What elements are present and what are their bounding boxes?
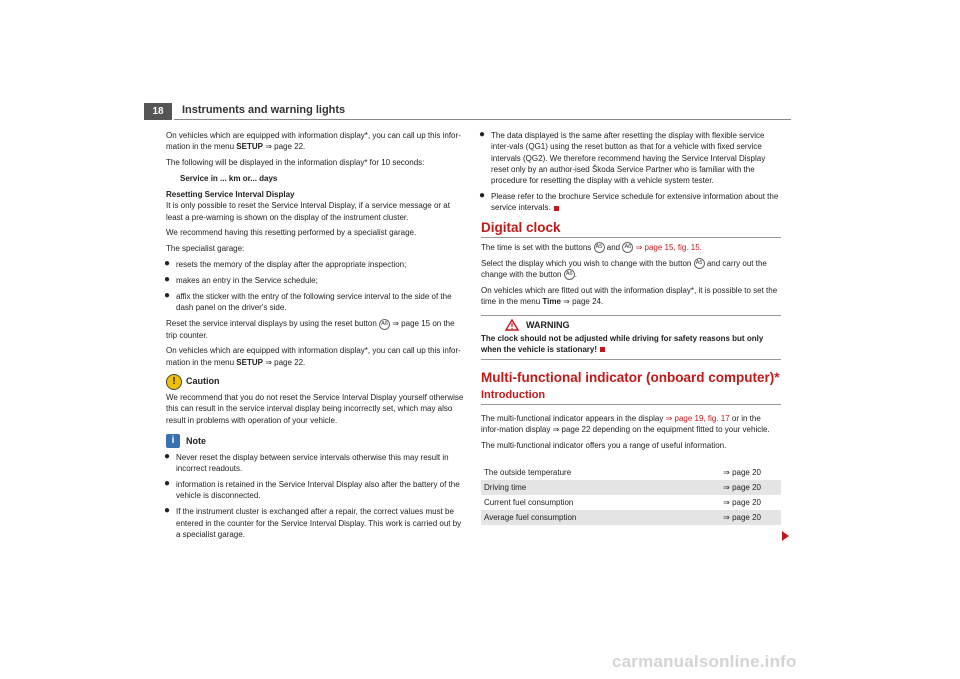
reset-button-badge: A6 [379, 319, 390, 330]
header-title: Instruments and warning lights [182, 104, 346, 116]
paragraph: Select the display which you wish to change with the button A5 and carry out the change with the button A6 . [481, 258, 767, 280]
cross-reference-link[interactable]: ⇒ page 19, fig. 17 [665, 413, 730, 423]
list-item: ● information is retained in the Service Interval Display also after the battery of the vehicle is disconnected. [164, 478, 460, 501]
note-callout [166, 434, 466, 450]
information-table [481, 465, 781, 525]
display-message: Service in ... km or... days [180, 174, 278, 184]
page-number: 18 [144, 103, 172, 120]
paragraph: Reset the service interval displays by using the reset button A6 ⇒ page 15 on the trip counter. [166, 319, 455, 340]
paragraph: We recommend having this resetting performed by a specialist garage. [166, 228, 417, 238]
caution-title: Caution [186, 376, 220, 387]
warning-triangle-icon [505, 319, 519, 331]
menu-name: SETUP [236, 357, 263, 367]
next-page-arrow-icon[interactable] [782, 531, 789, 541]
list-item: ● Please refer to the brochure Service schedule for extensive information about the service intervals. [479, 190, 779, 213]
menu-name: SETUP [236, 142, 263, 152]
caution-text: We recommend that you do not reset the Service Interval Display yourself otherwise this can result in the service interval display being incorrectly set, which may also result in problems with operation of your vehicle. [166, 393, 464, 425]
paragraph: The following will be displayed in the information display* for 10 seconds: [166, 158, 425, 168]
warning-title: WARNING [526, 319, 570, 330]
paragraph: On vehicles which are equipped with information display*, you can call up this infor-mation in the menu SETUP ⇒ page 22. [166, 346, 461, 367]
list-item: ● If the instrument cluster is exchanged after a repair, the correct values must be entered in the counter for the Service Interval Display. This work is carried out by a specialist garage. [164, 505, 462, 539]
caution-icon: ! [166, 374, 182, 390]
table-row: Driving time ⇒ page 20 [481, 480, 781, 495]
paragraph: On vehicles which are fitted out with the information display*, it is possible to set the time in the menu Time ⇒ page 24. [481, 286, 778, 307]
section-heading-digital-clock: Digital clock [481, 220, 781, 238]
end-of-section-marker [554, 206, 559, 211]
paragraph: The time is set with the buttons A5 and A6 ⇒ page 15, fig. 15. [481, 242, 702, 252]
left-column [166, 130, 466, 545]
right-column [481, 130, 781, 525]
list-item: ● makes an entry in the Service schedule; [164, 274, 318, 286]
warning-box [481, 315, 781, 360]
watermark: carmanualsonline.info [612, 652, 797, 671]
header-rule [174, 119, 791, 120]
note-title: Note [186, 435, 206, 446]
list-item: ● resets the memory of the display after the appropriate inspection; [164, 258, 407, 270]
table-row: Average fuel consumption ⇒ page 20 [481, 510, 781, 525]
section-heading: Resetting Service Interval Display [166, 189, 295, 199]
button-badge: A5 [594, 242, 605, 253]
button-badge: A6 [564, 269, 575, 280]
warning-text: The clock should not be adjusted while driving for safety reasons but only when the vehicle is stationary! [481, 333, 764, 354]
info-icon: i [166, 434, 180, 448]
list-item: ● The data displayed is the same after resetting the display with flexible service inter-vals (QG1) using the reset button as that for a vehicle with fixed service intervals (QG2). We therefore recommend having the Service Interval Display reset only by an author-ised Škoda Service Partner who is familiar with the procedure for resetting the display with a vehicle system tester. [479, 129, 766, 186]
cross-reference-link[interactable]: ⇒ page 15, fig. 15. [635, 242, 702, 252]
end-of-section-marker [600, 347, 605, 352]
paragraph: The specialist garage: [166, 244, 245, 254]
paragraph: It is only possible to reset the Service Interval Display, if a service message or at least a pre-warning is shown on the display of the instrument cluster. [166, 201, 450, 222]
button-badge: A6 [622, 242, 633, 253]
page-header [144, 103, 791, 120]
button-badge: A5 [694, 258, 705, 269]
list-item: ● Never reset the display between service intervals otherwise this may result in incorrect readouts. [164, 450, 449, 474]
paragraph: The multi-functional indicator appears in the display ⇒ page 19, fig. 17 or in the infor-mation display ⇒ page 22 depending on the equipment fitted to your vehicle. [481, 413, 770, 434]
caution-callout [166, 374, 466, 390]
list-item: ● affix the sticker with the entry of the following service interval to the side of the dash panel on the driver's side. [164, 290, 452, 313]
subheading-introduction: Introduction [481, 389, 781, 405]
table-row: The outside temperature ⇒ page 20 [484, 467, 761, 477]
paragraph: On vehicles which are equipped with information display*, you can call up this infor-mation in the menu SETUP ⇒ page 22. [166, 131, 461, 152]
paragraph: The multi-functional indicator offers you a range of useful information. [481, 440, 727, 450]
section-heading-mfi: Multi-functional indicator (onboard computer)* [481, 369, 780, 385]
table-row: Current fuel consumption ⇒ page 20 [484, 497, 761, 507]
menu-name: Time [542, 297, 561, 307]
